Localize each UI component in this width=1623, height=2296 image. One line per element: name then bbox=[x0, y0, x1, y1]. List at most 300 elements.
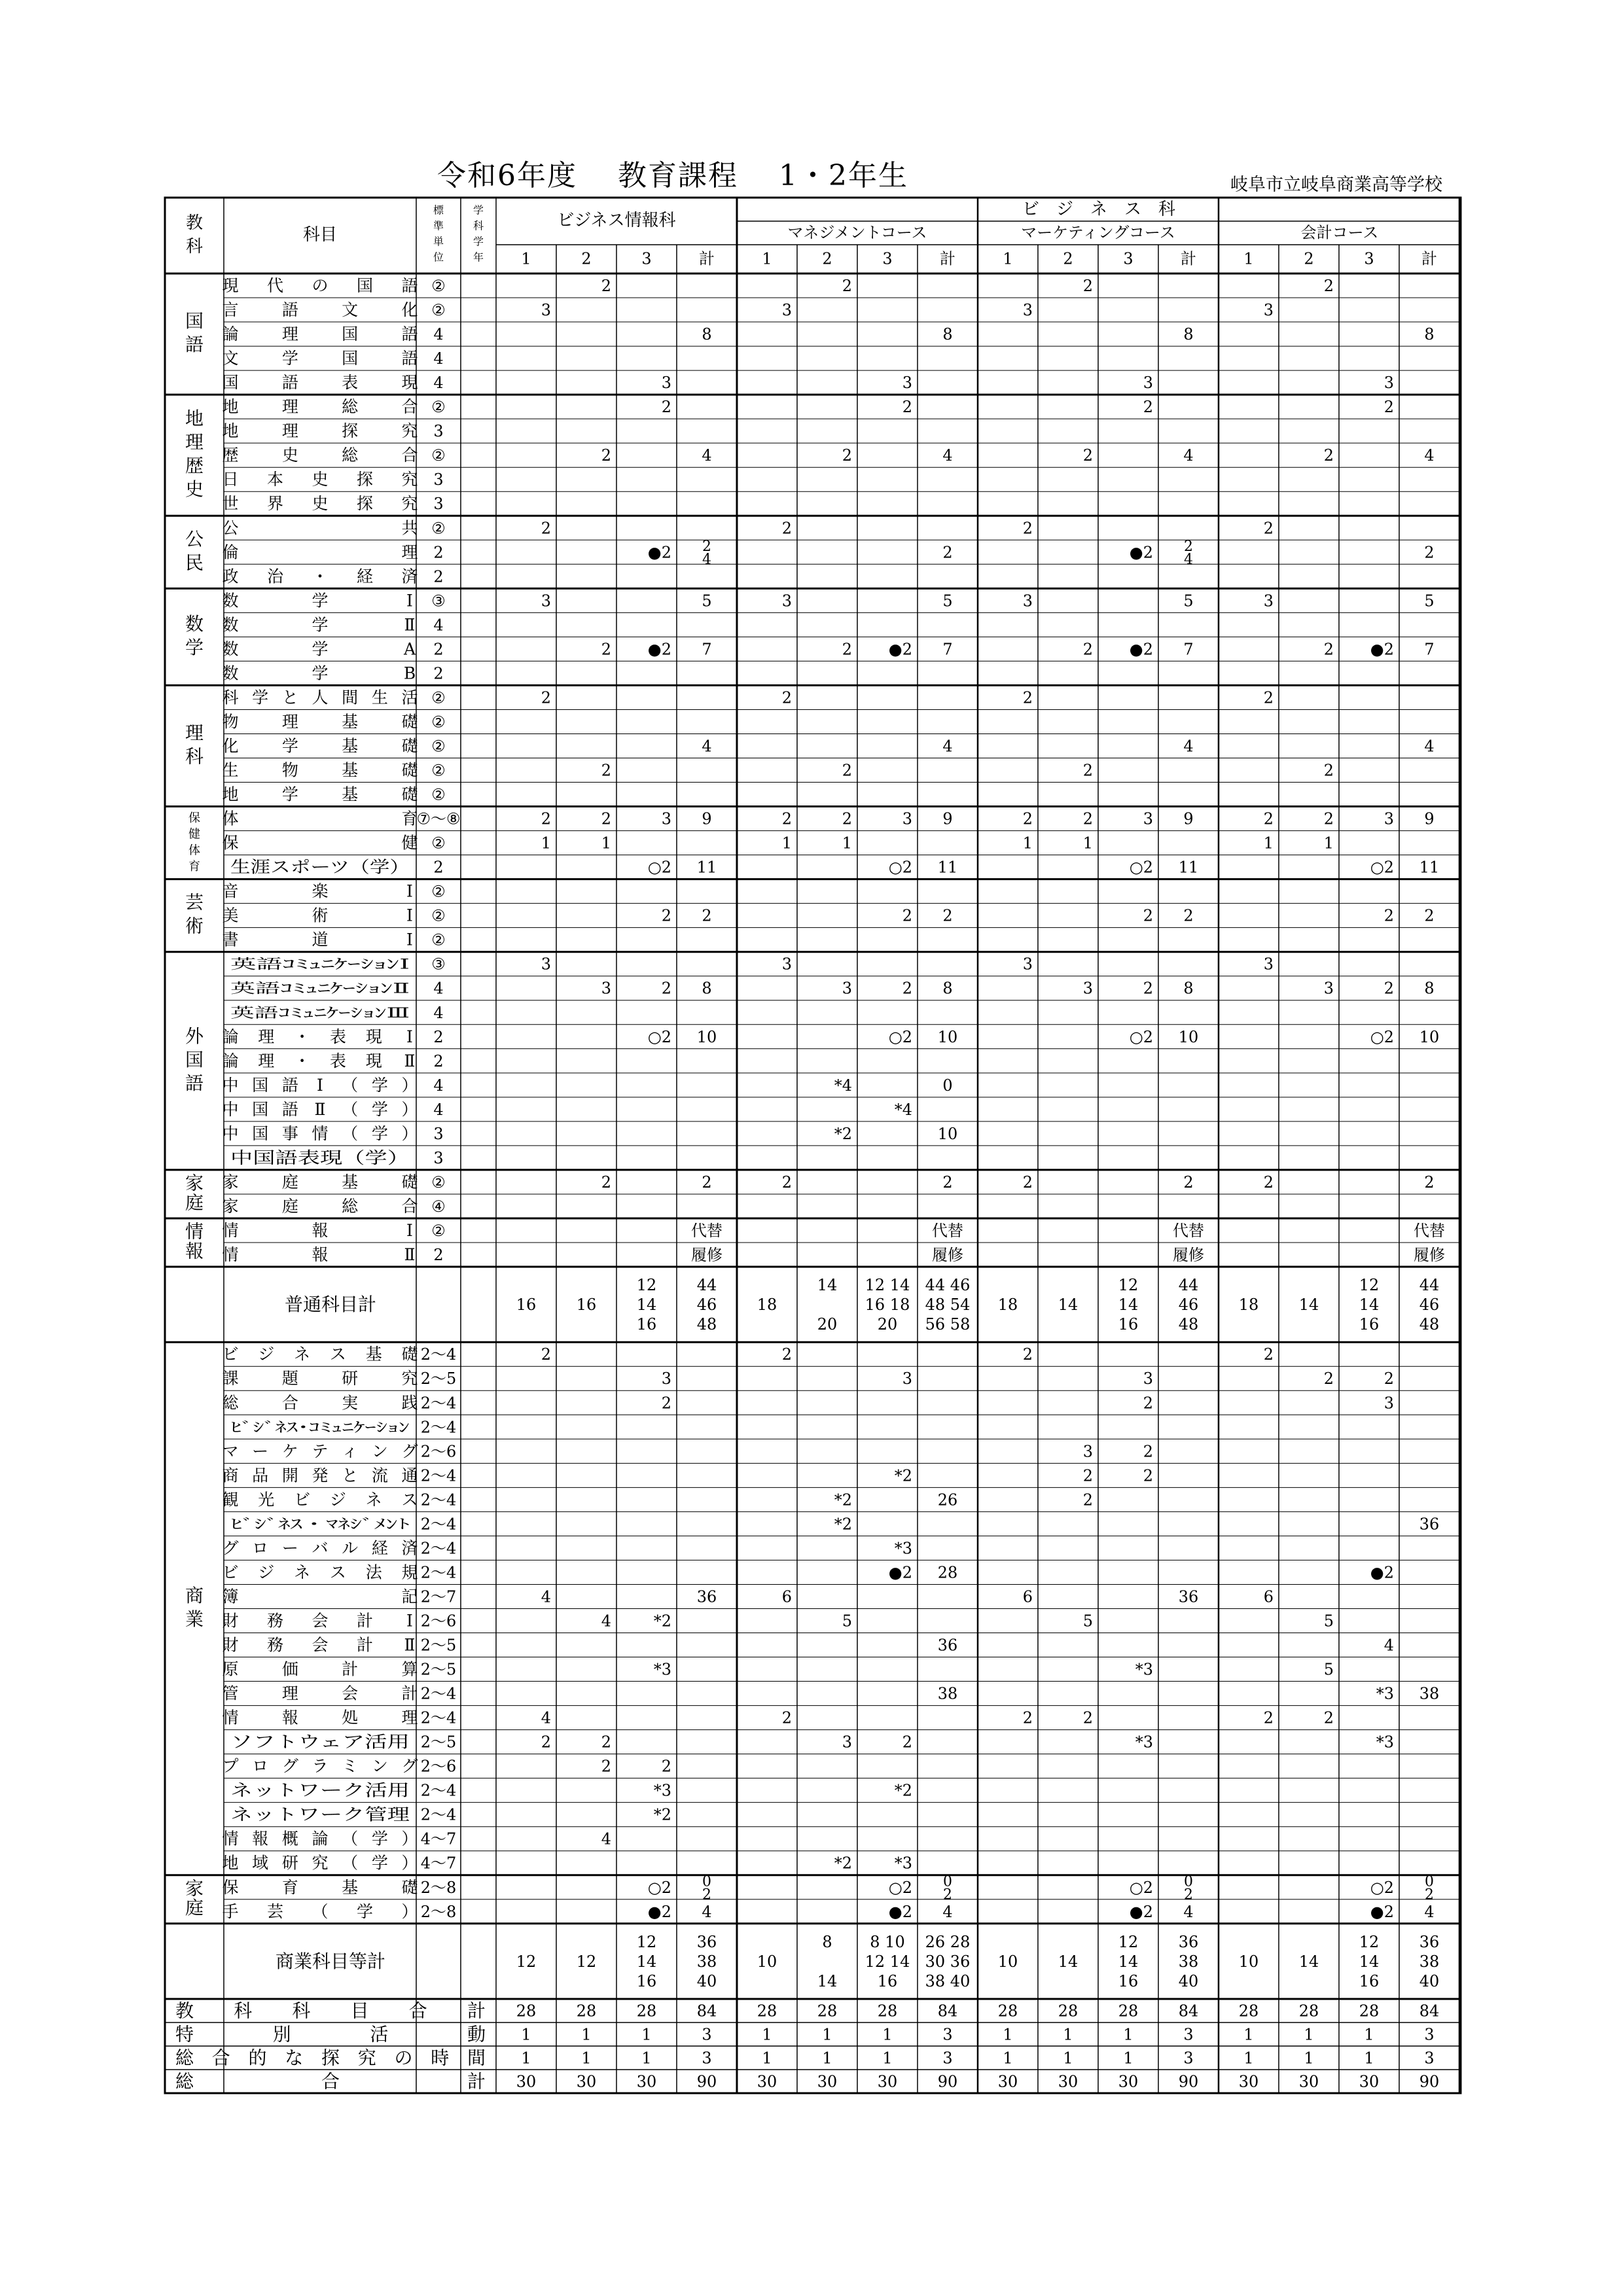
unit-cell: 2 bbox=[1263, 1345, 1274, 1364]
footer-cell: 28 bbox=[757, 2002, 777, 2021]
subject-name: 現 bbox=[401, 373, 418, 393]
unit-cell: 8 10 bbox=[870, 1932, 905, 1951]
unit-cell: 1 bbox=[842, 834, 852, 853]
footer-cell: 1 bbox=[1063, 2025, 1073, 2044]
footer-cell: 28 bbox=[636, 2002, 657, 2021]
subject-name: 報 bbox=[252, 1829, 269, 1848]
subject-name: Ⅰ bbox=[406, 906, 413, 925]
subject-name: 計 bbox=[356, 1635, 374, 1655]
subject-name: 商業科目等計 bbox=[275, 1950, 386, 1972]
subject-name: 語 bbox=[281, 300, 298, 320]
unit-cell: 5 bbox=[1082, 1612, 1093, 1631]
unit-cell: 12 14 bbox=[865, 1952, 910, 1971]
unit-cell: 3 bbox=[1143, 1369, 1153, 1388]
footer-label: 間 bbox=[467, 2047, 486, 2069]
footer-cell: 1 bbox=[882, 2049, 893, 2068]
total-cell: 2 bbox=[702, 1173, 712, 1192]
footer-cell: 30 bbox=[1058, 2072, 1079, 2091]
standard-units: 3 bbox=[433, 422, 444, 441]
subject-name: 論 bbox=[222, 1051, 239, 1070]
unit-cell: *2 bbox=[834, 1124, 852, 1143]
subject-name: 生 bbox=[371, 688, 388, 707]
group-label: 家 bbox=[185, 1172, 204, 1194]
total-cell: 4 bbox=[1424, 446, 1435, 465]
standard-units: 2 bbox=[433, 567, 444, 586]
subject-name: 理 bbox=[401, 542, 418, 562]
subject-name: Ⅰ bbox=[406, 930, 413, 949]
total-cell: 2 bbox=[1424, 906, 1435, 925]
unit-cell: 2 bbox=[781, 519, 792, 538]
subject-name: 実 bbox=[342, 1393, 359, 1413]
group-label: 育 bbox=[188, 860, 200, 874]
subject-name: ミ bbox=[342, 1756, 359, 1776]
unit-cell: 2 bbox=[1143, 1466, 1153, 1485]
unit-cell: *2 bbox=[653, 1805, 671, 1824]
subject-name: 地 bbox=[222, 785, 239, 804]
subject-name: Ⅱ bbox=[404, 1245, 416, 1265]
unit-cell: 3 bbox=[1263, 301, 1274, 320]
subject-name: 美 bbox=[222, 906, 239, 925]
unit-cell: 14 bbox=[1058, 1296, 1079, 1315]
unit-cell: 3 bbox=[902, 1369, 912, 1388]
subject-name: と bbox=[281, 688, 298, 707]
header-year: 2 bbox=[822, 249, 832, 268]
unit-cell: 10 bbox=[1238, 1952, 1259, 1971]
total-cell: 38 40 bbox=[925, 1971, 971, 1990]
footer-cell: 1 bbox=[1304, 2025, 1314, 2044]
total-cell: 2 bbox=[942, 906, 953, 925]
total-cell: 46 bbox=[1419, 1296, 1440, 1315]
unit-cell: 16 bbox=[1118, 1315, 1139, 1334]
subject-name: グ bbox=[401, 1441, 418, 1461]
subject-name: 数 bbox=[222, 615, 239, 635]
unit-cell: 2 bbox=[1022, 1345, 1033, 1364]
total-cell: 2 bbox=[943, 1886, 952, 1903]
footer-cell: 3 bbox=[942, 2049, 953, 2068]
subject-name: 中国語表現（学） bbox=[230, 1148, 410, 1167]
unit-cell: 3 bbox=[781, 301, 792, 320]
footer-cell: 84 bbox=[696, 2002, 717, 2021]
subject-name: ） bbox=[401, 1075, 418, 1095]
total-cell: 2 bbox=[702, 906, 712, 925]
unit-cell: 2 bbox=[1143, 1442, 1153, 1461]
unit-cell: 6 bbox=[1263, 1587, 1274, 1606]
subject-name: 課 bbox=[222, 1369, 239, 1388]
total-cell: 10 bbox=[1178, 1027, 1199, 1046]
subject-name: 表 bbox=[342, 373, 359, 393]
subject-name: 総 bbox=[342, 397, 359, 417]
subject-name: 国 bbox=[342, 325, 359, 344]
subject-name: 論 bbox=[222, 325, 239, 344]
subject-name: 探 bbox=[356, 494, 374, 514]
standard-units: ② bbox=[431, 737, 446, 756]
subject-name: ビ bbox=[222, 1345, 239, 1364]
total-cell: 44 46 bbox=[925, 1276, 971, 1295]
group-label: 語 bbox=[185, 1072, 204, 1094]
unit-cell: 2 bbox=[1263, 519, 1274, 538]
subject-name: 管 bbox=[222, 1684, 239, 1703]
unit-cell: ●2 bbox=[1129, 640, 1153, 659]
subject-name: 音 bbox=[222, 881, 239, 901]
footer-cell: 28 bbox=[1238, 2002, 1259, 2021]
footer-cell: 28 bbox=[576, 2002, 597, 2021]
subject-name: 史 bbox=[281, 446, 298, 465]
group-label: 庭 bbox=[185, 1192, 204, 1214]
unit-cell: 20 bbox=[877, 1315, 898, 1334]
subject-name: 務 bbox=[266, 1635, 284, 1655]
subject-name: 楽 bbox=[312, 881, 329, 901]
total-cell: 56 58 bbox=[925, 1315, 971, 1334]
unit-cell: ○2 bbox=[1129, 1027, 1153, 1046]
footer-cell: 1 bbox=[581, 2049, 592, 2068]
subject-name: 合 bbox=[401, 397, 418, 417]
total-cell: 44 bbox=[696, 1276, 717, 1295]
unit-cell: 2 bbox=[1082, 809, 1093, 828]
subject-name: 理 bbox=[281, 712, 298, 732]
footer-cell: 90 bbox=[1178, 2072, 1199, 2091]
unit-cell: ●2 bbox=[1129, 543, 1153, 562]
standard-units: 2〜4 bbox=[420, 1708, 457, 1727]
subject-name: 書 bbox=[222, 930, 239, 949]
total-cell: 36 bbox=[1178, 1932, 1199, 1951]
subject-name: ー bbox=[281, 1538, 298, 1558]
subject-name: 研 bbox=[281, 1853, 298, 1873]
footer-label: な bbox=[285, 2047, 304, 2069]
subject-name: 国 bbox=[356, 276, 374, 296]
unit-cell: 8 bbox=[822, 1932, 832, 1951]
unit-cell: 2 bbox=[1263, 809, 1274, 828]
unit-cell: 14 bbox=[1058, 1952, 1079, 1971]
subject-name: 会 bbox=[312, 1611, 329, 1631]
footer-cell: 1 bbox=[521, 2049, 531, 2068]
total-cell: 4 bbox=[942, 1902, 953, 1921]
total-cell: 48 bbox=[696, 1315, 717, 1334]
unit-cell: 2 bbox=[842, 446, 852, 465]
total-cell: 38 bbox=[1419, 1684, 1440, 1703]
unit-cell: *3 bbox=[1135, 1733, 1153, 1752]
subject-name: ネットワーク活用 bbox=[230, 1780, 410, 1800]
unit-cell: 14 bbox=[817, 1276, 838, 1295]
subject-name: 英語ｺﾐｭﾆｹｰｼｮﾝⅢ bbox=[230, 1004, 410, 1021]
total-cell: 履修 bbox=[932, 1246, 963, 1265]
subject-name: 簿 bbox=[222, 1587, 239, 1606]
header-hyoujun: 単 bbox=[433, 235, 444, 248]
group-label: 健 bbox=[188, 827, 200, 841]
subject-name: 芸 bbox=[266, 1901, 284, 1921]
unit-cell: 2 bbox=[601, 446, 611, 465]
standard-units: 4〜7 bbox=[420, 1829, 457, 1848]
standard-units: ③ bbox=[431, 592, 446, 610]
subject-name: ） bbox=[401, 1853, 418, 1873]
total-cell: 5 bbox=[1424, 592, 1435, 610]
footer-cell: 28 bbox=[1359, 2002, 1380, 2021]
group-label: 情 bbox=[185, 1220, 204, 1243]
standard-units: 4 bbox=[433, 349, 444, 368]
footer-cell: 1 bbox=[762, 2025, 772, 2044]
subject-name: 情 bbox=[222, 1829, 239, 1848]
footer-cell: 28 bbox=[997, 2002, 1018, 2021]
standard-units: 2 bbox=[433, 640, 444, 659]
subject-name: 国 bbox=[252, 1099, 269, 1119]
subject-name: 合 bbox=[401, 446, 418, 465]
unit-cell: 2 bbox=[842, 640, 852, 659]
footer-cell: 28 bbox=[1298, 2002, 1319, 2021]
unit-cell: 1 bbox=[781, 834, 792, 853]
unit-cell: 2 bbox=[781, 1708, 792, 1727]
subject-name: 国 bbox=[342, 349, 359, 368]
subject-name: ﾋﾞｼﾞﾈｽ･ｺﾐｭﾆｹｰｼｮﾝ bbox=[230, 1419, 410, 1436]
unit-cell: 3 bbox=[1022, 301, 1033, 320]
total-cell: 4 bbox=[942, 446, 953, 465]
subject-name: 基 bbox=[342, 736, 359, 756]
page-title: 令和6年度 教育課程 1・2年生 bbox=[437, 159, 908, 192]
subject-name: 理 bbox=[258, 1027, 275, 1046]
subject-name: 法 bbox=[365, 1563, 382, 1582]
footer-cell: 1 bbox=[1364, 2049, 1374, 2068]
unit-cell: 2 bbox=[781, 1345, 792, 1364]
group-label: 国 bbox=[185, 310, 204, 332]
standard-units: ② bbox=[431, 834, 446, 853]
unit-cell: 4 bbox=[601, 1829, 611, 1848]
unit-cell: ○2 bbox=[647, 1878, 671, 1897]
total-cell: 4 bbox=[1424, 1902, 1435, 1921]
subject-name: Ⅱ bbox=[314, 1099, 326, 1119]
total-cell: 10 bbox=[937, 1124, 958, 1143]
subject-name: 学 bbox=[371, 1853, 388, 1873]
unit-cell: 18 bbox=[757, 1296, 777, 1315]
subject-name: 概 bbox=[281, 1829, 298, 1848]
total-cell: 9 bbox=[702, 809, 712, 828]
footer-cell: 1 bbox=[882, 2025, 893, 2044]
standard-units: 2〜4 bbox=[420, 1418, 457, 1437]
unit-cell: ○2 bbox=[888, 858, 912, 877]
group-label: 公 bbox=[185, 528, 204, 550]
total-cell: 26 bbox=[937, 1491, 958, 1510]
subject-name: グ bbox=[281, 1756, 298, 1776]
unit-cell: 2 bbox=[902, 906, 912, 925]
unit-cell: 2 bbox=[661, 1757, 671, 1776]
unit-cell: 2 bbox=[541, 688, 551, 707]
subject-name: 学 bbox=[371, 1099, 388, 1119]
unit-cell: 3 bbox=[781, 592, 792, 610]
subject-name: 間 bbox=[342, 688, 359, 707]
header-year: 1 bbox=[1003, 249, 1013, 268]
total-cell: 46 bbox=[696, 1296, 717, 1315]
header-year: 3 bbox=[641, 249, 652, 268]
subject-name: 総 bbox=[222, 1393, 239, 1413]
total-cell: 2 bbox=[942, 543, 953, 562]
unit-cell: *3 bbox=[653, 1660, 671, 1679]
total-cell: 2 bbox=[942, 1173, 953, 1192]
subject-name: ン bbox=[371, 1441, 388, 1461]
group-label: 体 bbox=[188, 843, 200, 858]
unit-cell: 3 bbox=[1022, 955, 1033, 974]
unit-cell: 3 bbox=[1263, 592, 1274, 610]
footer-cell: 90 bbox=[696, 2072, 717, 2091]
header-hyoujun: 準 bbox=[433, 219, 444, 232]
footer-cell: 30 bbox=[516, 2072, 537, 2091]
footer-cell: 90 bbox=[937, 2072, 958, 2091]
subject-name: 語 bbox=[281, 1099, 298, 1119]
standard-units: 3 bbox=[433, 470, 444, 489]
subject-name: 合 bbox=[401, 1196, 418, 1216]
unit-cell: 3 bbox=[541, 592, 551, 610]
subject-name: 数 bbox=[222, 639, 239, 659]
subject-name: ） bbox=[401, 1099, 418, 1119]
subject-name: 礎 bbox=[401, 785, 418, 804]
unit-cell: 12 bbox=[1118, 1932, 1139, 1951]
subject-name: 規 bbox=[401, 1563, 418, 1582]
unit-cell: 1 bbox=[541, 834, 551, 853]
subject-name: 礎 bbox=[401, 736, 418, 756]
subject-name: ・ bbox=[294, 1027, 311, 1046]
subject-name: ス bbox=[329, 1563, 346, 1582]
unit-cell: 12 bbox=[576, 1952, 597, 1971]
footer-cell: 3 bbox=[702, 2049, 712, 2068]
header-hyoujun: 標 bbox=[433, 203, 444, 217]
total-cell: 2 bbox=[1184, 1886, 1193, 1903]
footer-cell: 3 bbox=[1424, 2025, 1435, 2044]
subject-name: 本 bbox=[266, 470, 284, 489]
footer-cell: 3 bbox=[1183, 2049, 1194, 2068]
header-course-accounting: 会計コース bbox=[1300, 223, 1379, 242]
subject-name: 理 bbox=[281, 325, 298, 344]
unit-cell: 14 bbox=[636, 1296, 657, 1315]
subject-name: ビ bbox=[294, 1490, 311, 1510]
subject-name: 済 bbox=[401, 1538, 418, 1558]
subject-name: グ bbox=[222, 1538, 239, 1558]
subject-name: 現 bbox=[365, 1027, 382, 1046]
subject-name: 化 bbox=[401, 300, 418, 320]
total-cell: 28 bbox=[937, 1563, 958, 1582]
footer-cell: 28 bbox=[817, 2002, 838, 2021]
unit-cell: *4 bbox=[894, 1100, 912, 1119]
subject-name: ジ bbox=[258, 1563, 275, 1582]
header-course-management: マネジメントコース bbox=[787, 223, 927, 242]
standard-units: ⑦〜⑧ bbox=[416, 809, 461, 828]
subject-name: Ⅰ bbox=[406, 881, 413, 901]
unit-cell: *3 bbox=[1135, 1660, 1153, 1679]
unit-cell: 2 bbox=[601, 761, 611, 780]
unit-cell: ○2 bbox=[1370, 858, 1394, 877]
unit-cell: 2 bbox=[1383, 398, 1394, 417]
footer-label: 探 bbox=[321, 2047, 340, 2069]
subject-name: 界 bbox=[266, 494, 284, 514]
subject-name: Ⅰ bbox=[406, 591, 413, 610]
subject-name: 表 bbox=[329, 1027, 346, 1046]
subject-name: 地 bbox=[222, 1853, 239, 1873]
subject-name: 基 bbox=[365, 1345, 382, 1364]
subject-name: ） bbox=[401, 1829, 418, 1848]
unit-cell: 2 bbox=[541, 809, 551, 828]
header-year: 3 bbox=[1364, 249, 1374, 268]
unit-cell: 3 bbox=[1383, 809, 1394, 828]
footer-cell: 30 bbox=[636, 2072, 657, 2091]
standard-units: 2〜6 bbox=[420, 1612, 457, 1631]
group-label: 報 bbox=[185, 1240, 204, 1262]
standard-units: ② bbox=[431, 930, 446, 949]
subject-name: 務 bbox=[266, 1611, 284, 1631]
unit-cell: 2 bbox=[1383, 979, 1394, 998]
subject-name: 総 bbox=[342, 446, 359, 465]
subject-name: ネ bbox=[365, 1490, 382, 1510]
subject-name: 理 bbox=[281, 421, 298, 441]
subject-name: 計 bbox=[342, 1659, 359, 1679]
subject-name: 計 bbox=[401, 1684, 418, 1703]
subject-name: 道 bbox=[312, 930, 329, 949]
unit-cell: 2 bbox=[661, 398, 671, 417]
unit-cell: 2 bbox=[781, 809, 792, 828]
unit-cell: *2 bbox=[653, 1612, 671, 1631]
subject-name: 学 bbox=[312, 663, 329, 683]
total-cell: 5 bbox=[702, 592, 712, 610]
footer-cell: 3 bbox=[942, 2025, 953, 2044]
unit-cell: 2 bbox=[1082, 1466, 1093, 1485]
footer-cell: 3 bbox=[1183, 2025, 1194, 2044]
footer-cell: 30 bbox=[1238, 2072, 1259, 2091]
unit-cell: 6 bbox=[781, 1587, 792, 1606]
standard-units: ② bbox=[431, 906, 446, 925]
total-cell: 2 bbox=[1425, 1886, 1434, 1903]
standard-units: ② bbox=[431, 1173, 446, 1192]
unit-cell: 12 bbox=[636, 1932, 657, 1951]
unit-cell: ○2 bbox=[647, 858, 671, 877]
header-year: 計 bbox=[1181, 249, 1196, 268]
subject-name: 報 bbox=[312, 1245, 329, 1265]
total-cell: 8 bbox=[1424, 979, 1435, 998]
group-label: 保 bbox=[188, 811, 200, 826]
standard-units: 2〜7 bbox=[420, 1587, 457, 1606]
subject-name: 礎 bbox=[401, 1172, 418, 1192]
footer-label: 究 bbox=[357, 2047, 376, 2069]
unit-cell: 2 bbox=[1323, 640, 1334, 659]
subject-name: Ⅰ bbox=[406, 1220, 413, 1240]
unit-cell: *2 bbox=[894, 1466, 912, 1485]
subject-name: 庭 bbox=[281, 1196, 298, 1216]
standard-units: 2 bbox=[433, 543, 444, 562]
subject-name: 地 bbox=[222, 421, 239, 441]
unit-cell: 3 bbox=[1022, 592, 1033, 610]
footer-cell: 1 bbox=[1243, 2049, 1254, 2068]
subject-name: 財 bbox=[222, 1635, 239, 1655]
total-cell: 4 bbox=[1183, 446, 1194, 465]
subject-name: 学 bbox=[281, 736, 298, 756]
standard-units: 2〜4 bbox=[420, 1491, 457, 1510]
unit-cell: 3 bbox=[1323, 979, 1334, 998]
unit-cell: ●2 bbox=[647, 543, 671, 562]
unit-cell: 2 bbox=[1263, 1708, 1274, 1727]
subject-name: 表 bbox=[329, 1051, 346, 1070]
group-label: 国 bbox=[185, 1048, 204, 1070]
footer-cell: 1 bbox=[1243, 2025, 1254, 2044]
standard-units: 4 bbox=[433, 616, 444, 635]
unit-cell: 14 bbox=[636, 1952, 657, 1971]
subject-name: 化 bbox=[222, 736, 239, 756]
footer-label: 合 bbox=[321, 2070, 340, 2093]
subject-name: 基 bbox=[342, 712, 359, 732]
unit-cell: 2 bbox=[1383, 1369, 1394, 1388]
total-cell: 4 bbox=[702, 737, 712, 756]
subject-name: 中 bbox=[222, 1075, 239, 1095]
header-year: 1 bbox=[762, 249, 772, 268]
standard-units: 3 bbox=[433, 495, 444, 514]
subject-name: 礎 bbox=[401, 1345, 418, 1364]
subject-name: 生涯スポーツ（学） bbox=[230, 857, 410, 877]
total-cell: 2 bbox=[1424, 1173, 1435, 1192]
total-cell: 10 bbox=[1419, 1027, 1440, 1046]
unit-cell: 2 bbox=[601, 1173, 611, 1192]
total-cell: 44 bbox=[1419, 1276, 1440, 1295]
